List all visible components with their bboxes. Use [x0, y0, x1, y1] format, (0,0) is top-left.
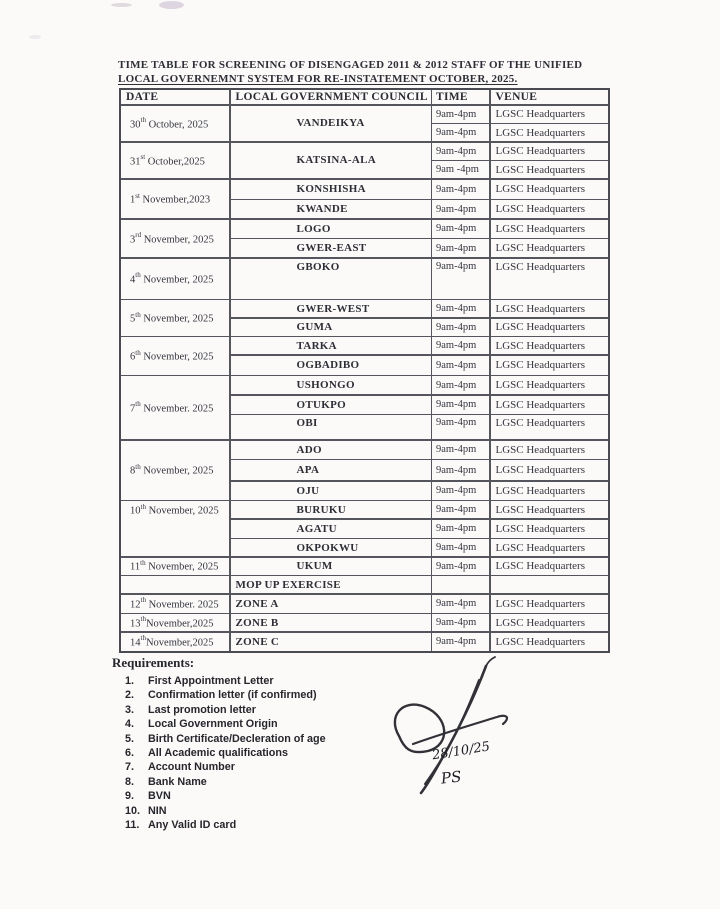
venue-cell: LGSC Headquarters [491, 239, 608, 257]
requirement-item: 11. Any Valid ID card [125, 819, 237, 832]
requirement-item: 7. Account Number [125, 761, 235, 774]
venue-cell: LGSC Headquarters [491, 161, 608, 178]
time-cell: 9am-4pm [432, 633, 489, 651]
venue-cell: LGSC Headquarters [491, 337, 608, 354]
requirements-heading: Requirements: [112, 655, 195, 670]
venue-cell: LGSC Headquarters [491, 520, 608, 538]
time-cell-empty [432, 576, 489, 593]
venue-cell: LGSC Headquarters [491, 220, 608, 238]
screening-timetable [119, 88, 610, 653]
venue-cell: LGSC Headquarters [491, 319, 608, 336]
time-cell: 9am-4pm [432, 356, 489, 375]
council-cell: LOGO [231, 220, 431, 238]
requirement-item: 9. BVN [125, 790, 171, 803]
venue-cell: LGSC Headquarters [491, 259, 608, 299]
time-cell: 9am-4pm [432, 376, 489, 394]
date-cell: 12th November. 2025 [121, 595, 229, 613]
council-cell: UKUM [231, 558, 431, 575]
time-cell: 9am-4pm [432, 200, 489, 218]
council-cell: ZONE C [231, 633, 431, 651]
time-cell: 9am-4pm [432, 239, 489, 257]
title-line-1: TIME TABLE FOR SCREENING OF DISENGAGED 2011 & 2012 STAFF OF THE UNIFIED [118, 59, 583, 71]
signature-initials: PS [440, 767, 463, 788]
date-cell: 11th November, 2025 [121, 558, 229, 575]
col-header-date: DATE [121, 90, 229, 104]
time-cell: 9am-4pm [432, 415, 489, 439]
venue-cell: LGSC Headquarters [491, 633, 608, 651]
venue-cell: LGSC Headquarters [491, 106, 608, 123]
col-header-venue: VENUE [491, 90, 608, 104]
time-cell: 9am-4pm [432, 520, 489, 538]
signature-date: 28/10/25 [431, 739, 492, 764]
time-cell: 9am-4pm [432, 180, 489, 199]
requirement-item: 1. First Appointment Letter [125, 675, 274, 687]
council-cell: OBI [231, 415, 431, 439]
venue-cell: LGSC Headquarters [491, 396, 608, 414]
council-cell: APA [231, 460, 431, 480]
council-cell: ADO [231, 441, 431, 459]
date-cell: 8th November, 2025 [121, 441, 229, 500]
venue-cell-empty [491, 576, 608, 593]
date-cell: 3rd November, 2025 [121, 220, 229, 258]
venue-cell: LGSC Headquarters [491, 415, 608, 439]
signature-graphic [385, 656, 520, 798]
time-cell: 9am-4pm [432, 614, 489, 631]
time-cell: 9am-4pm [432, 337, 489, 354]
venue-cell: LGSC Headquarters [491, 180, 608, 199]
requirement-item: 6. All Academic qualifications [125, 747, 288, 760]
council-cell: KATSINA-ALA [231, 143, 431, 179]
council-cell: ZONE B [231, 614, 431, 631]
document-title [118, 59, 612, 86]
council-cell: OTUKPO [231, 396, 431, 414]
mop-up-exercise-cell: MOP UP EXERCISE [231, 576, 431, 593]
time-cell: 9am-4pm [432, 482, 489, 500]
venue-cell: LGSC Headquarters [491, 539, 608, 556]
time-cell: 9am-4pm [432, 220, 489, 238]
council-cell: KWANDE [231, 200, 431, 218]
venue-cell: LGSC Headquarters [491, 124, 608, 141]
council-cell: VANDEIKYA [231, 106, 431, 142]
time-cell: 9am-4pm [432, 300, 489, 317]
time-cell: 9am-4pm [432, 319, 489, 336]
date-cell: 7th November. 2025 [121, 376, 229, 439]
time-cell: 9am-4pm [432, 259, 489, 299]
date-cell: 31st October,2025 [121, 143, 229, 179]
date-cell: 13thNovember,2025 [121, 614, 229, 631]
council-cell: AGATU [231, 520, 431, 538]
venue-cell: LGSC Headquarters [491, 441, 608, 459]
council-cell: OJU [231, 482, 431, 500]
venue-cell: LGSC Headquarters [491, 200, 608, 218]
date-cell: 5th November, 2025 [121, 300, 229, 336]
time-cell: 9am-4pm [432, 441, 489, 459]
council-cell: GBOKO [231, 259, 431, 299]
scan-artifact [29, 35, 41, 39]
time-cell: 9am-4pm [432, 539, 489, 556]
time-cell: 9am-4pm [432, 460, 489, 480]
requirement-item: 3. Last promotion letter [125, 703, 256, 716]
venue-cell: LGSC Headquarters [491, 300, 608, 317]
council-cell: GUMA [231, 319, 431, 336]
council-cell: KONSHISHA [231, 180, 431, 199]
date-cell: 14thNovember,2025 [121, 633, 229, 651]
time-cell: 9am-4pm [432, 124, 489, 141]
venue-cell: LGSC Headquarters [491, 614, 608, 631]
time-cell: 9am-4pm [432, 558, 489, 575]
time-cell: 9am-4pm [432, 501, 489, 518]
venue-cell: LGSC Headquarters [491, 460, 608, 480]
col-header-council: LOCAL GOVERNMENT COUNCIL [231, 90, 431, 104]
time-cell: 9am-4pm [432, 143, 489, 160]
date-cell: 10th November, 2025 [121, 501, 229, 556]
time-cell: 9am-4pm [432, 396, 489, 414]
time-cell: 9am-4pm [432, 595, 489, 613]
requirement-item: 10. NIN [125, 804, 167, 817]
scan-artifact [159, 1, 184, 9]
requirement-item: 5. Birth Certificate/Decleration of age [125, 732, 326, 745]
time-cell: 9am-4pm [432, 106, 489, 123]
venue-cell: LGSC Headquarters [491, 356, 608, 375]
date-cell: 30th October, 2025 [121, 106, 229, 142]
scan-artifact [111, 3, 132, 7]
council-cell: GWER-WEST [231, 300, 431, 317]
col-header-time: TIME [432, 90, 489, 104]
requirement-item: 4. Local Government Origin [125, 718, 278, 731]
date-cell: 1st November,2023 [121, 180, 229, 219]
date-cell: 6th November, 2025 [121, 337, 229, 375]
date-cell: 4th November, 2025 [121, 259, 229, 299]
title-line-2: LOCAL GOVERNEMNT SYSTEM FOR RE-INSTATEMENT OCTOBER, 2025. [118, 72, 518, 85]
venue-cell: LGSC Headquarters [491, 501, 608, 518]
time-cell: 9am -4pm [432, 161, 489, 178]
venue-cell: LGSC Headquarters [491, 595, 608, 613]
date-cell-empty [121, 576, 229, 593]
council-cell: BURUKU [231, 501, 431, 518]
council-cell: TARKA [231, 337, 431, 354]
requirement-item: 2. Confirmation letter (if confirmed) [125, 689, 317, 702]
council-cell: ZONE A [231, 595, 431, 613]
venue-cell: LGSC Headquarters [491, 143, 608, 160]
venue-cell: LGSC Headquarters [491, 482, 608, 500]
venue-cell: LGSC Headquarters [491, 376, 608, 394]
requirement-item: 8. Bank Name [125, 775, 207, 788]
council-cell: USHONGO [231, 376, 431, 394]
council-cell: OGBADIBO [231, 356, 431, 375]
venue-cell: LGSC Headquarters [491, 558, 608, 575]
council-cell: GWER-EAST [231, 239, 431, 257]
council-cell: OKPOKWU [231, 539, 431, 556]
